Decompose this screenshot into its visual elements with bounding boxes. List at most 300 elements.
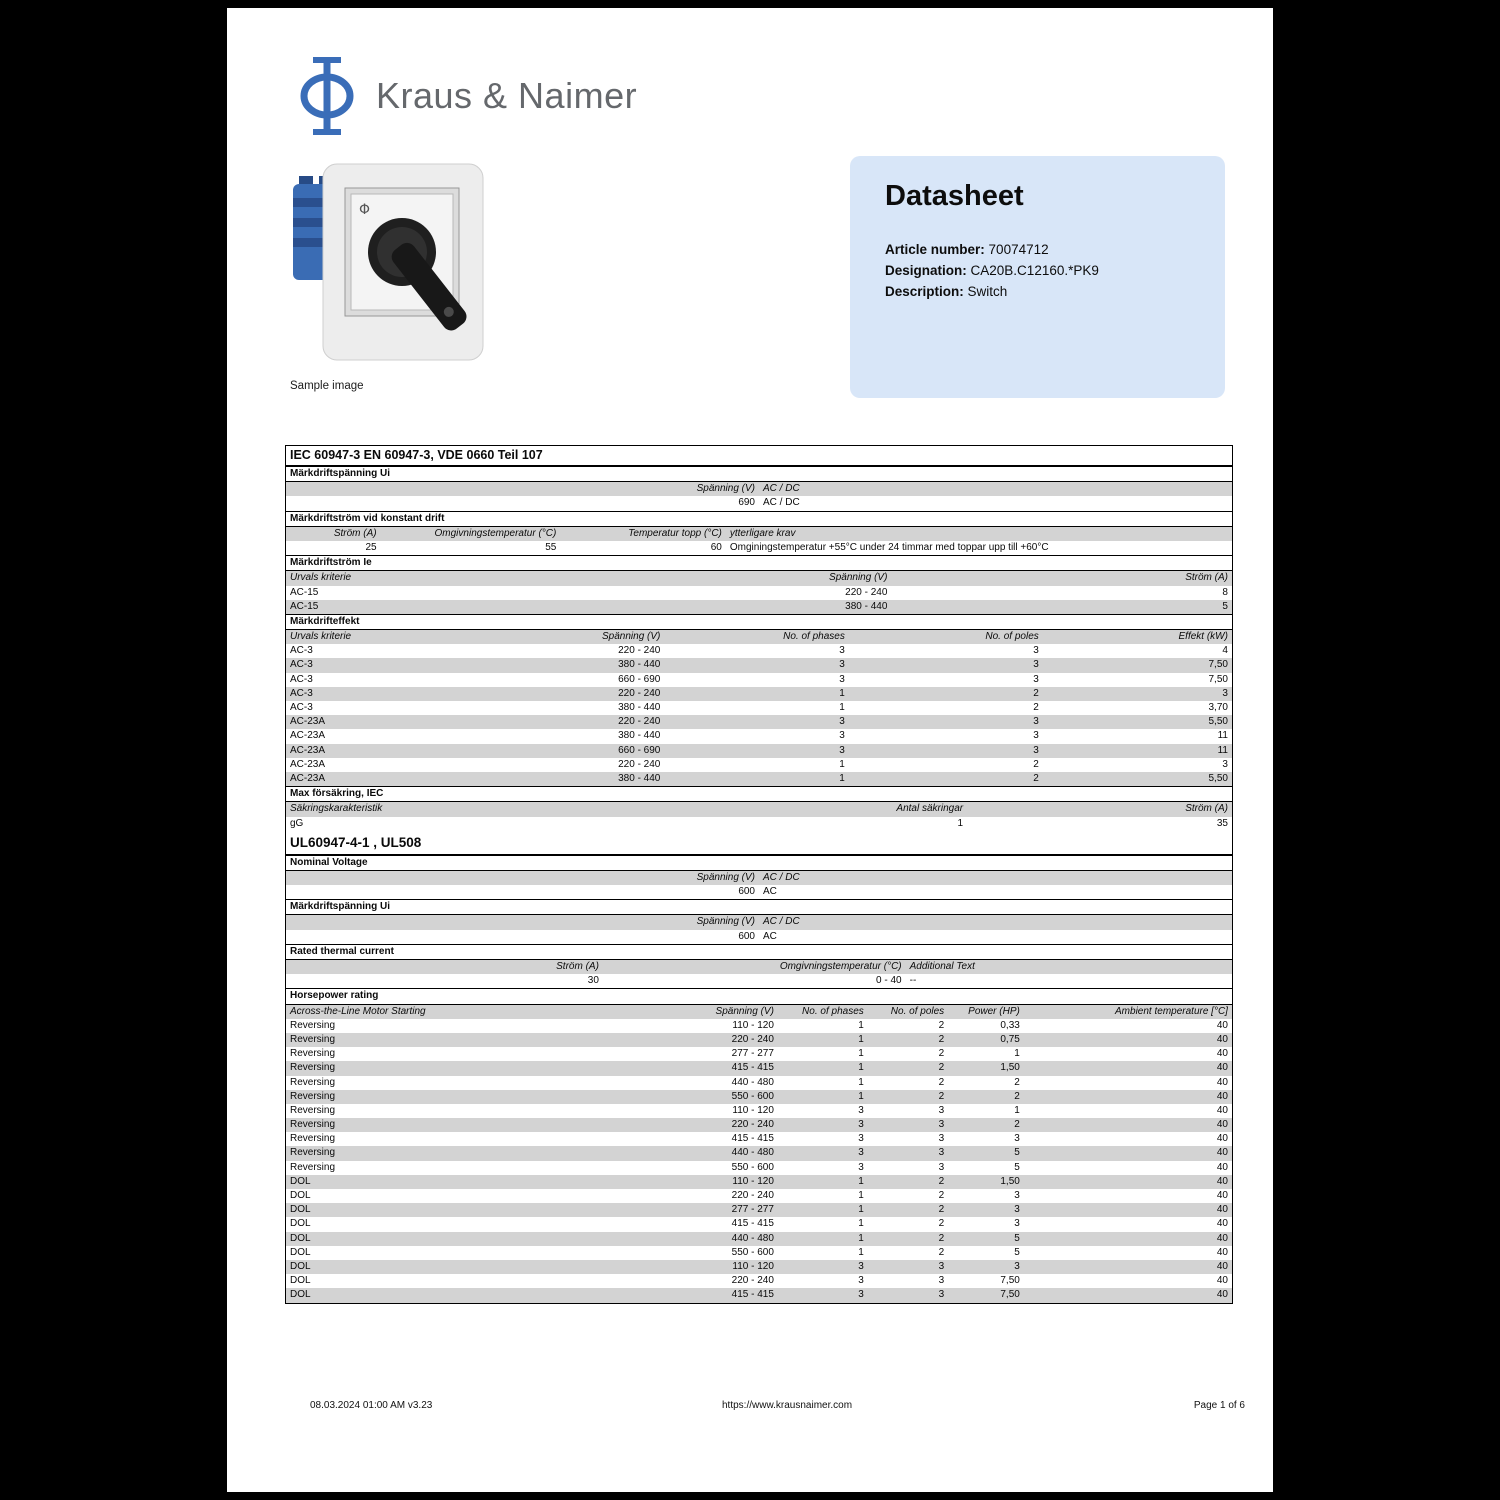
cell: Omgivningstemperatur (°C) xyxy=(779,961,902,972)
cell: 1 xyxy=(858,1076,864,1088)
table-row xyxy=(286,1104,1232,1118)
cell: 690 xyxy=(738,497,755,509)
cell: 0,33 xyxy=(1000,1019,1020,1031)
cell: 2 xyxy=(938,1090,945,1102)
cell: 2 xyxy=(1014,1119,1020,1131)
cell: 3 xyxy=(858,1275,864,1287)
sample-image-caption: Sample image xyxy=(290,380,364,392)
column-header-row xyxy=(286,630,1232,644)
cell: 415 - 415 xyxy=(731,1062,774,1074)
switch-product-image xyxy=(285,156,495,372)
spec-table xyxy=(285,445,1233,1304)
table-row xyxy=(286,701,1232,715)
cell: 220 - 240 xyxy=(731,1119,774,1131)
row-label: Märkdriftspänning Ui xyxy=(290,468,391,479)
cell: Reversing xyxy=(290,1161,336,1173)
cell: Omgivningstemperatur (°C) xyxy=(434,527,557,539)
cell: 0 - 40 xyxy=(876,975,902,987)
cell: 7,50 xyxy=(1000,1289,1020,1301)
cell: 220 - 240 xyxy=(731,1033,774,1045)
cell: 3 xyxy=(839,673,845,685)
cell: AC-3 xyxy=(290,673,313,685)
cell: 3 xyxy=(839,716,845,728)
cell: Spänning (V) xyxy=(696,916,755,928)
cell: 660 - 690 xyxy=(618,744,661,756)
cell: 2 xyxy=(938,1175,945,1187)
cell: -- xyxy=(909,975,917,987)
cell: 25 xyxy=(365,541,377,553)
cell: Reversing xyxy=(290,1062,336,1074)
cell: 1 xyxy=(839,758,845,770)
subsection-header-row xyxy=(286,988,1232,1004)
cell: 2 xyxy=(938,1204,945,1216)
cell: Omginingstemperatur +55°C under 24 timmar med toppar upp till +60°C xyxy=(729,541,1049,553)
table-row xyxy=(286,541,1232,555)
article-number-label: Article number: xyxy=(885,242,985,257)
cell: Temperatur topp (°C) xyxy=(628,527,722,539)
cell: 3 xyxy=(1033,730,1039,742)
subsection-header-row xyxy=(286,614,1232,630)
cell: 3 xyxy=(938,1275,945,1287)
cell: 3 xyxy=(1033,716,1039,728)
cell: 550 - 600 xyxy=(731,1161,774,1173)
table-row xyxy=(286,1061,1232,1075)
cell: 40 xyxy=(1216,1104,1228,1116)
cell: Spänning (V) xyxy=(829,572,888,584)
table-row xyxy=(286,1217,1232,1231)
cell: 2 xyxy=(1033,758,1039,770)
cell: AC / DC xyxy=(763,916,800,928)
brand-logo-text: Kraus & Naimer xyxy=(376,75,638,116)
row-label: Horsepower rating xyxy=(290,990,379,1002)
table-row xyxy=(286,1260,1232,1274)
cell: 5,50 xyxy=(1208,772,1228,784)
cell: Ström (A) xyxy=(333,527,377,539)
cell: 40 xyxy=(1216,1033,1228,1045)
subsection-header-row xyxy=(286,899,1232,915)
cell: AC / DC xyxy=(763,483,800,495)
cell: 2 xyxy=(938,1190,945,1201)
cell: Effekt (kW) xyxy=(1178,631,1228,643)
brand-logo xyxy=(300,55,637,137)
cell: DOL xyxy=(290,1232,311,1244)
cell: DOL xyxy=(290,1246,311,1258)
cell: AC xyxy=(763,930,777,942)
table-row xyxy=(286,1274,1232,1288)
table-row xyxy=(286,1203,1232,1217)
subsection-header-row xyxy=(286,786,1232,802)
cell: 3 xyxy=(839,744,845,756)
cell: DOL xyxy=(290,1218,311,1230)
cell: 11 xyxy=(1217,744,1228,756)
table-row xyxy=(286,1175,1232,1189)
cell: 3 xyxy=(1033,673,1039,685)
cell: 1 xyxy=(858,1232,864,1244)
cell: 60 xyxy=(710,541,722,553)
table-row xyxy=(286,1019,1232,1033)
table-row xyxy=(286,1047,1232,1061)
cell: 110 - 120 xyxy=(732,1019,774,1031)
cell: 3 xyxy=(858,1289,864,1301)
footer-url: https://www.krausnaimer.com xyxy=(722,1400,853,1411)
cell: 1,50 xyxy=(1000,1175,1020,1187)
cell: 40 xyxy=(1216,1275,1228,1287)
table-row xyxy=(286,1033,1232,1047)
table-row xyxy=(286,772,1232,786)
cell: 3,70 xyxy=(1208,702,1228,713)
cell: 440 - 480 xyxy=(731,1076,774,1088)
cell: 40 xyxy=(1216,1289,1228,1301)
article-number-field xyxy=(885,239,1205,260)
cell: AC xyxy=(763,886,777,898)
cell: Spänning (V) xyxy=(602,631,661,643)
cell: 40 xyxy=(1216,1175,1228,1187)
cell: 1 xyxy=(858,1090,864,1102)
cell: 380 - 440 xyxy=(618,702,661,713)
cell: DOL xyxy=(290,1275,311,1287)
cell: 550 - 600 xyxy=(731,1246,774,1258)
cell: 40 xyxy=(1216,1161,1228,1173)
section-title-row xyxy=(286,446,1232,466)
cell: 40 xyxy=(1216,1204,1228,1216)
cell: AC-3 xyxy=(290,702,313,713)
cell: 415 - 415 xyxy=(731,1133,774,1145)
cell: 550 - 600 xyxy=(731,1090,774,1102)
cell: 40 xyxy=(1216,1062,1228,1074)
table-row xyxy=(286,658,1232,672)
cell: 3 xyxy=(1014,1133,1020,1145)
cell: 3 xyxy=(858,1260,864,1272)
column-header-row xyxy=(286,802,1232,816)
column-header-row xyxy=(286,915,1232,929)
cell: AC-23A xyxy=(290,716,326,728)
cell: 3 xyxy=(1033,744,1039,756)
cell: 440 - 480 xyxy=(731,1232,774,1244)
cell: 5 xyxy=(1014,1246,1020,1258)
footer-date-version: 08.03.2024 01:00 AM v3.23 xyxy=(310,1400,433,1411)
cell: 3 xyxy=(839,730,845,742)
cell: 7,50 xyxy=(1208,673,1228,685)
cell: 40 xyxy=(1216,1147,1228,1159)
cell: AC-15 xyxy=(290,600,319,612)
cell: Reversing xyxy=(290,1048,336,1060)
cell: 110 - 120 xyxy=(732,1260,774,1272)
cell: No. of phases xyxy=(783,631,845,643)
cell: AC / DC xyxy=(763,871,800,883)
row-label: Nominal Voltage xyxy=(290,856,368,868)
cell: Antal säkringar xyxy=(896,803,964,815)
column-header-row xyxy=(286,960,1232,974)
cell: No. of poles xyxy=(985,631,1039,643)
cell: 1 xyxy=(858,1033,864,1045)
cell: 7,50 xyxy=(1208,659,1228,671)
row-label: UL60947-4-1 , UL508 xyxy=(290,834,422,850)
cell: No. of poles xyxy=(890,1005,945,1017)
cell: Additional Text xyxy=(909,961,975,972)
table-row xyxy=(286,1161,1232,1175)
cell: 40 xyxy=(1216,1218,1228,1230)
cell: 3 xyxy=(1033,645,1039,657)
cell: Across-the-Line Motor Starting xyxy=(290,1005,426,1017)
cell: 277 - 277 xyxy=(731,1048,774,1060)
cell: 3 xyxy=(1222,758,1228,770)
cell: 380 - 440 xyxy=(618,659,661,671)
cell: DOL xyxy=(290,1204,311,1216)
cell: 35 xyxy=(1216,817,1228,829)
cell: 3 xyxy=(858,1147,864,1159)
row-label: Märkdriftström vid konstant drift xyxy=(290,512,445,524)
cell: 2 xyxy=(938,1019,945,1031)
cell: DOL xyxy=(290,1260,311,1272)
table-row xyxy=(286,1118,1232,1132)
footer-page-number: Page 1 of 6 xyxy=(1193,1400,1245,1411)
subsection-header-row xyxy=(286,466,1232,482)
designation-label: Designation: xyxy=(885,263,967,278)
row-label: Max försäkring, IEC xyxy=(290,788,384,800)
cell: AC-15 xyxy=(290,586,319,598)
cell: 2 xyxy=(938,1062,945,1074)
cell: 5 xyxy=(1014,1232,1020,1244)
designation-value: CA20B.C12160.*PK9 xyxy=(970,263,1099,278)
row-label: IEC 60947-3 EN 60947-3, VDE 0660 Teil 107 xyxy=(290,448,543,462)
cell: 380 - 440 xyxy=(845,600,888,612)
cell: 110 - 120 xyxy=(732,1175,774,1187)
cell: 3 xyxy=(938,1161,945,1173)
cell: 40 xyxy=(1216,1019,1228,1031)
cell: 1 xyxy=(858,1204,864,1216)
cell: 1 xyxy=(858,1218,864,1230)
cell: 220 - 240 xyxy=(731,1190,774,1201)
cell: 277 - 277 xyxy=(731,1204,774,1216)
row-label: Märkdriftström Ie xyxy=(290,557,372,569)
cell: Spänning (V) xyxy=(715,1005,774,1017)
datasheet-title: Datasheet xyxy=(885,180,1024,212)
cell: 3 xyxy=(938,1260,945,1272)
column-header-row xyxy=(286,871,1232,885)
cell: 2 xyxy=(938,1033,945,1045)
column-header-row xyxy=(286,571,1232,585)
cell: 2 xyxy=(1014,1076,1020,1088)
article-number-value: 70074712 xyxy=(988,242,1049,257)
cell: Power (HP) xyxy=(968,1005,1020,1017)
cell: 110 - 120 xyxy=(732,1104,774,1116)
cell: 380 - 440 xyxy=(618,772,661,784)
cell: 2 xyxy=(938,1246,945,1258)
cell: 1 xyxy=(1014,1104,1020,1116)
table-row xyxy=(286,1090,1232,1104)
cell: Reversing xyxy=(290,1033,336,1045)
cell: 40 xyxy=(1216,1090,1228,1102)
column-header-row xyxy=(286,527,1232,541)
table-row xyxy=(286,758,1232,772)
cell: AC-23A xyxy=(290,744,326,756)
table-row xyxy=(286,687,1232,701)
cell: ytterligare krav xyxy=(729,527,796,539)
cell: 415 - 415 xyxy=(731,1218,774,1230)
cell: 440 - 480 xyxy=(731,1147,774,1159)
cell: 3 xyxy=(1014,1204,1020,1216)
cell: 1 xyxy=(839,687,845,699)
table-row xyxy=(286,644,1232,658)
cell: 3 xyxy=(1033,659,1039,671)
phi-logo-icon xyxy=(300,56,354,136)
column-header-row xyxy=(286,482,1232,496)
cell: 40 xyxy=(1216,1190,1228,1201)
cell: 2 xyxy=(938,1076,945,1088)
cell: 40 xyxy=(1216,1048,1228,1060)
cell: 600 xyxy=(738,886,755,898)
cell: 600 xyxy=(738,930,755,942)
cell: 3 xyxy=(1014,1218,1020,1230)
table-row xyxy=(286,1146,1232,1160)
section-title-row xyxy=(286,831,1232,855)
table-row xyxy=(286,817,1232,831)
cell: 40 xyxy=(1216,1232,1228,1244)
table-row xyxy=(286,1132,1232,1146)
cell: 3 xyxy=(938,1133,945,1145)
table-row xyxy=(286,885,1232,899)
cell: 3 xyxy=(839,659,845,671)
cell: 1 xyxy=(858,1190,864,1201)
cell: 40 xyxy=(1216,1119,1228,1131)
cell: Säkringskarakteristik xyxy=(290,803,383,815)
cell: 1 xyxy=(858,1048,864,1060)
table-row xyxy=(286,1232,1232,1246)
cell: 1 xyxy=(839,772,845,784)
cell: 5 xyxy=(1014,1147,1020,1159)
cell: DOL xyxy=(290,1190,311,1201)
cell: 3 xyxy=(839,645,845,657)
table-row xyxy=(286,715,1232,729)
cell: 220 - 240 xyxy=(618,687,661,699)
subsection-header-row xyxy=(286,555,1232,571)
cell: 40 xyxy=(1216,1133,1228,1145)
cell: 1 xyxy=(858,1175,864,1187)
cell: Reversing xyxy=(290,1119,336,1131)
cell: DOL xyxy=(290,1289,311,1301)
row-label: Märkdrifteffekt xyxy=(290,615,360,627)
cell: 3 xyxy=(1014,1260,1020,1272)
cell: 415 - 415 xyxy=(731,1289,774,1301)
cell: 3 xyxy=(938,1289,945,1301)
cell: 2 xyxy=(938,1048,945,1060)
cell: 220 - 240 xyxy=(845,586,888,598)
cell: AC-3 xyxy=(290,687,313,699)
cell: 220 - 240 xyxy=(618,645,661,657)
table-row xyxy=(286,1246,1232,1260)
table-row xyxy=(286,729,1232,743)
subsection-header-row xyxy=(286,511,1232,527)
cell: Urvals kriterie xyxy=(290,631,352,643)
cell: 660 - 690 xyxy=(618,673,661,685)
cell: Ström (A) xyxy=(556,961,599,972)
cell: 4 xyxy=(1222,645,1228,657)
subsection-header-row xyxy=(286,855,1232,871)
table-row xyxy=(286,744,1232,758)
cell: 40 xyxy=(1216,1246,1228,1258)
cell: Ström (A) xyxy=(1185,803,1228,815)
description-value: Switch xyxy=(967,284,1008,299)
cell: 3 xyxy=(858,1161,864,1173)
table-row xyxy=(286,1076,1232,1090)
datasheet-page xyxy=(227,8,1273,1492)
cell: 220 - 240 xyxy=(618,716,661,728)
row-label: Rated thermal current xyxy=(290,945,394,957)
cell: AC-3 xyxy=(290,659,313,671)
cell: 55 xyxy=(545,541,557,553)
cell: AC-3 xyxy=(290,645,313,657)
cell: 1 xyxy=(858,1019,864,1031)
cell: 1 xyxy=(858,1246,864,1258)
row-label: Märkdriftspänning Ui xyxy=(290,901,391,913)
cell: 3 xyxy=(858,1104,864,1116)
cell: 7,50 xyxy=(1000,1275,1020,1287)
cell: 3 xyxy=(1222,687,1228,699)
cell: Reversing xyxy=(290,1104,336,1116)
table-row xyxy=(286,1189,1232,1203)
designation-field xyxy=(885,260,1205,281)
cell: 2 xyxy=(1033,772,1039,784)
cell: 3 xyxy=(1014,1190,1020,1201)
cell: AC-23A xyxy=(290,730,326,742)
cell: 2 xyxy=(1033,687,1039,699)
cell: 8 xyxy=(1222,586,1228,598)
cell: 5 xyxy=(1014,1161,1020,1173)
table-row xyxy=(286,586,1232,600)
cell: 40 xyxy=(1216,1076,1228,1088)
cell: AC-23A xyxy=(290,758,326,770)
cell: Reversing xyxy=(290,1019,336,1031)
cell: 5 xyxy=(1222,600,1228,612)
cell: Reversing xyxy=(290,1076,336,1088)
cell: 3 xyxy=(938,1119,945,1131)
cell: AC-23A xyxy=(290,772,326,784)
cell: gG xyxy=(290,817,304,829)
cell: 1 xyxy=(839,702,845,713)
cell: 2 xyxy=(1033,702,1039,713)
subsection-header-row xyxy=(286,944,1232,960)
product-photo xyxy=(285,156,495,372)
cell: 1 xyxy=(858,1062,864,1074)
cell: AC / DC xyxy=(763,497,800,509)
table-row xyxy=(286,1288,1232,1302)
table-row xyxy=(286,496,1232,510)
cell: Reversing xyxy=(290,1133,336,1145)
cell: 2 xyxy=(938,1218,945,1230)
cell: Spänning (V) xyxy=(696,483,755,495)
cell: Reversing xyxy=(290,1147,336,1159)
cell: 40 xyxy=(1216,1260,1228,1272)
cell: Spänning (V) xyxy=(696,871,755,883)
column-header-row xyxy=(286,1005,1232,1019)
svg-text:Φ: Φ xyxy=(359,202,371,218)
cell: No. of phases xyxy=(802,1005,864,1017)
cell: 0,75 xyxy=(1000,1033,1020,1045)
cell: 3 xyxy=(858,1119,864,1131)
cell: 3 xyxy=(938,1104,945,1116)
cell: 1 xyxy=(957,817,964,829)
cell: DOL xyxy=(290,1175,311,1187)
cell: Ström (A) xyxy=(1185,572,1228,584)
cell: 1 xyxy=(1014,1048,1020,1060)
cell: 30 xyxy=(587,975,599,987)
cell: 3 xyxy=(858,1133,864,1145)
description-field xyxy=(885,281,1205,302)
cell: Urvals kriterie xyxy=(290,572,352,584)
cell: 2 xyxy=(1014,1090,1020,1102)
cell: Reversing xyxy=(290,1090,336,1102)
description-label: Description: xyxy=(885,284,964,299)
